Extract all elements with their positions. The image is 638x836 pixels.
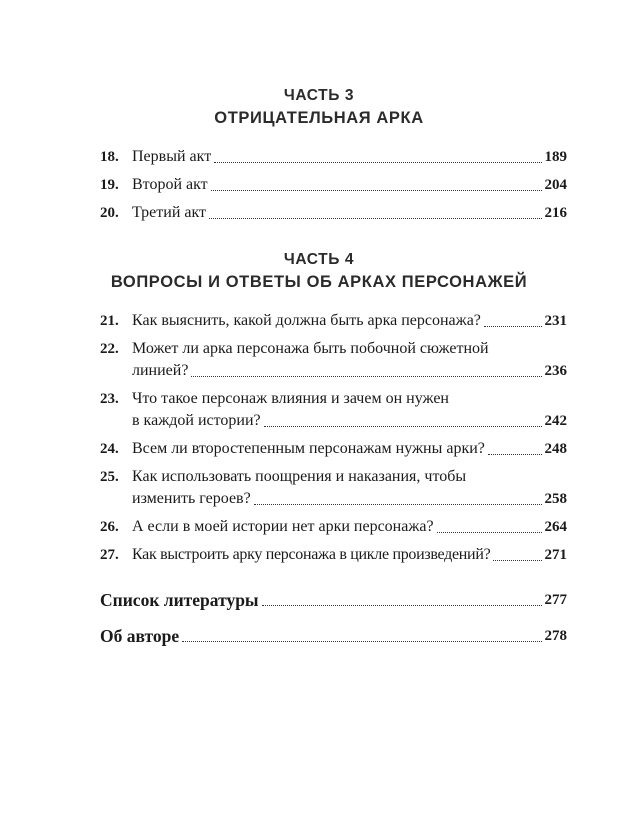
part-3-header — [0, 86, 638, 129]
chapter-title-line-2: в каждой истории? — [132, 412, 261, 429]
page-number: 204 — [544, 177, 567, 193]
page-number: 264 — [544, 519, 567, 535]
chapter-number: 25. — [100, 469, 119, 485]
toc-entry-23[interactable] — [100, 388, 567, 432]
part-4-label: ЧАСТЬ 4 — [283, 251, 355, 268]
dot-leader — [488, 454, 542, 455]
chapter-title: Как выяснить, какой должна быть арка персонажа? — [132, 312, 481, 329]
toc-entry-24[interactable] — [100, 438, 567, 460]
toc-entry-27[interactable] — [100, 544, 567, 566]
toc-entry-20[interactable] — [100, 202, 567, 224]
part-3-title: ОТРИЦАТЕЛЬНАЯ АРКА — [214, 109, 424, 127]
chapter-number: 18. — [100, 149, 119, 165]
chapter-title-line-1: Что такое персонаж влияния и зачем он нужен — [132, 390, 449, 407]
chapter-title: Второй акт — [132, 176, 208, 193]
page-number: 236 — [544, 363, 567, 379]
part-3-toc-list — [100, 146, 567, 230]
dot-leader — [264, 426, 542, 427]
chapter-title: А если в моей истории нет арки персонажа? — [132, 518, 434, 535]
page-number: 189 — [544, 149, 567, 165]
dot-leader — [191, 376, 541, 377]
page-number: 271 — [544, 547, 567, 563]
part-4-header — [0, 250, 638, 293]
dot-leader — [437, 532, 542, 533]
chapter-title-line-1: Как использовать поощрения и наказания, чтобы — [132, 468, 467, 485]
part-4-title: ВОПРОСЫ И ОТВЕТЫ ОБ АРКАХ ПЕРСОНАЖЕЙ — [110, 273, 528, 291]
chapter-title-line-2: линией? — [132, 362, 189, 379]
chapter-number: 23. — [100, 391, 119, 407]
about-author-title: Об авторе — [100, 626, 180, 646]
chapter-title: Третий акт — [132, 204, 207, 221]
dot-leader — [182, 641, 541, 642]
dot-leader — [211, 190, 542, 191]
chapter-title-line-2: изменить героев? — [132, 490, 251, 507]
toc-entry-21[interactable] — [100, 310, 567, 332]
chapter-number: 21. — [100, 313, 119, 329]
chapter-title: Как выстроить арку персонажа в цикле произведений? — [132, 546, 491, 563]
page-number: 258 — [544, 491, 567, 507]
page-number: 248 — [544, 441, 567, 457]
page-number: 277 — [544, 592, 567, 608]
chapter-number: 19. — [100, 177, 119, 193]
dot-leader — [254, 504, 542, 505]
bibliography-title: Список литературы — [100, 590, 259, 610]
toc-entry-22[interactable] — [100, 338, 567, 382]
page-number: 278 — [544, 628, 567, 644]
part-3-label: ЧАСТЬ 3 — [283, 87, 355, 104]
page-number: 242 — [544, 413, 567, 429]
chapter-title: Первый акт — [132, 148, 212, 165]
chapter-number: 20. — [100, 205, 119, 221]
page-number: 231 — [544, 313, 567, 329]
toc-entry-19[interactable] — [100, 174, 567, 196]
dot-leader — [214, 162, 541, 163]
chapter-number: 26. — [100, 519, 119, 535]
toc-entry-about-author[interactable] — [100, 624, 567, 648]
dot-leader — [493, 560, 541, 561]
chapter-number: 24. — [100, 441, 119, 457]
dot-leader — [484, 326, 542, 327]
dot-leader — [262, 605, 542, 606]
toc-entry-26[interactable] — [100, 516, 567, 538]
toc-entry-18[interactable] — [100, 146, 567, 168]
chapter-number: 27. — [100, 547, 119, 563]
toc-entry-25[interactable] — [100, 466, 567, 510]
chapter-title-line-1: Может ли арка персонажа быть побочной сюжетной — [132, 340, 489, 357]
chapter-title: Всем ли второстепенным персонажам нужны арки? — [132, 440, 485, 457]
toc-entry-bibliography[interactable] — [100, 588, 567, 612]
page-number: 216 — [544, 205, 567, 221]
chapter-number: 22. — [100, 341, 119, 357]
dot-leader — [209, 218, 541, 219]
part-4-toc-list — [100, 310, 567, 572]
